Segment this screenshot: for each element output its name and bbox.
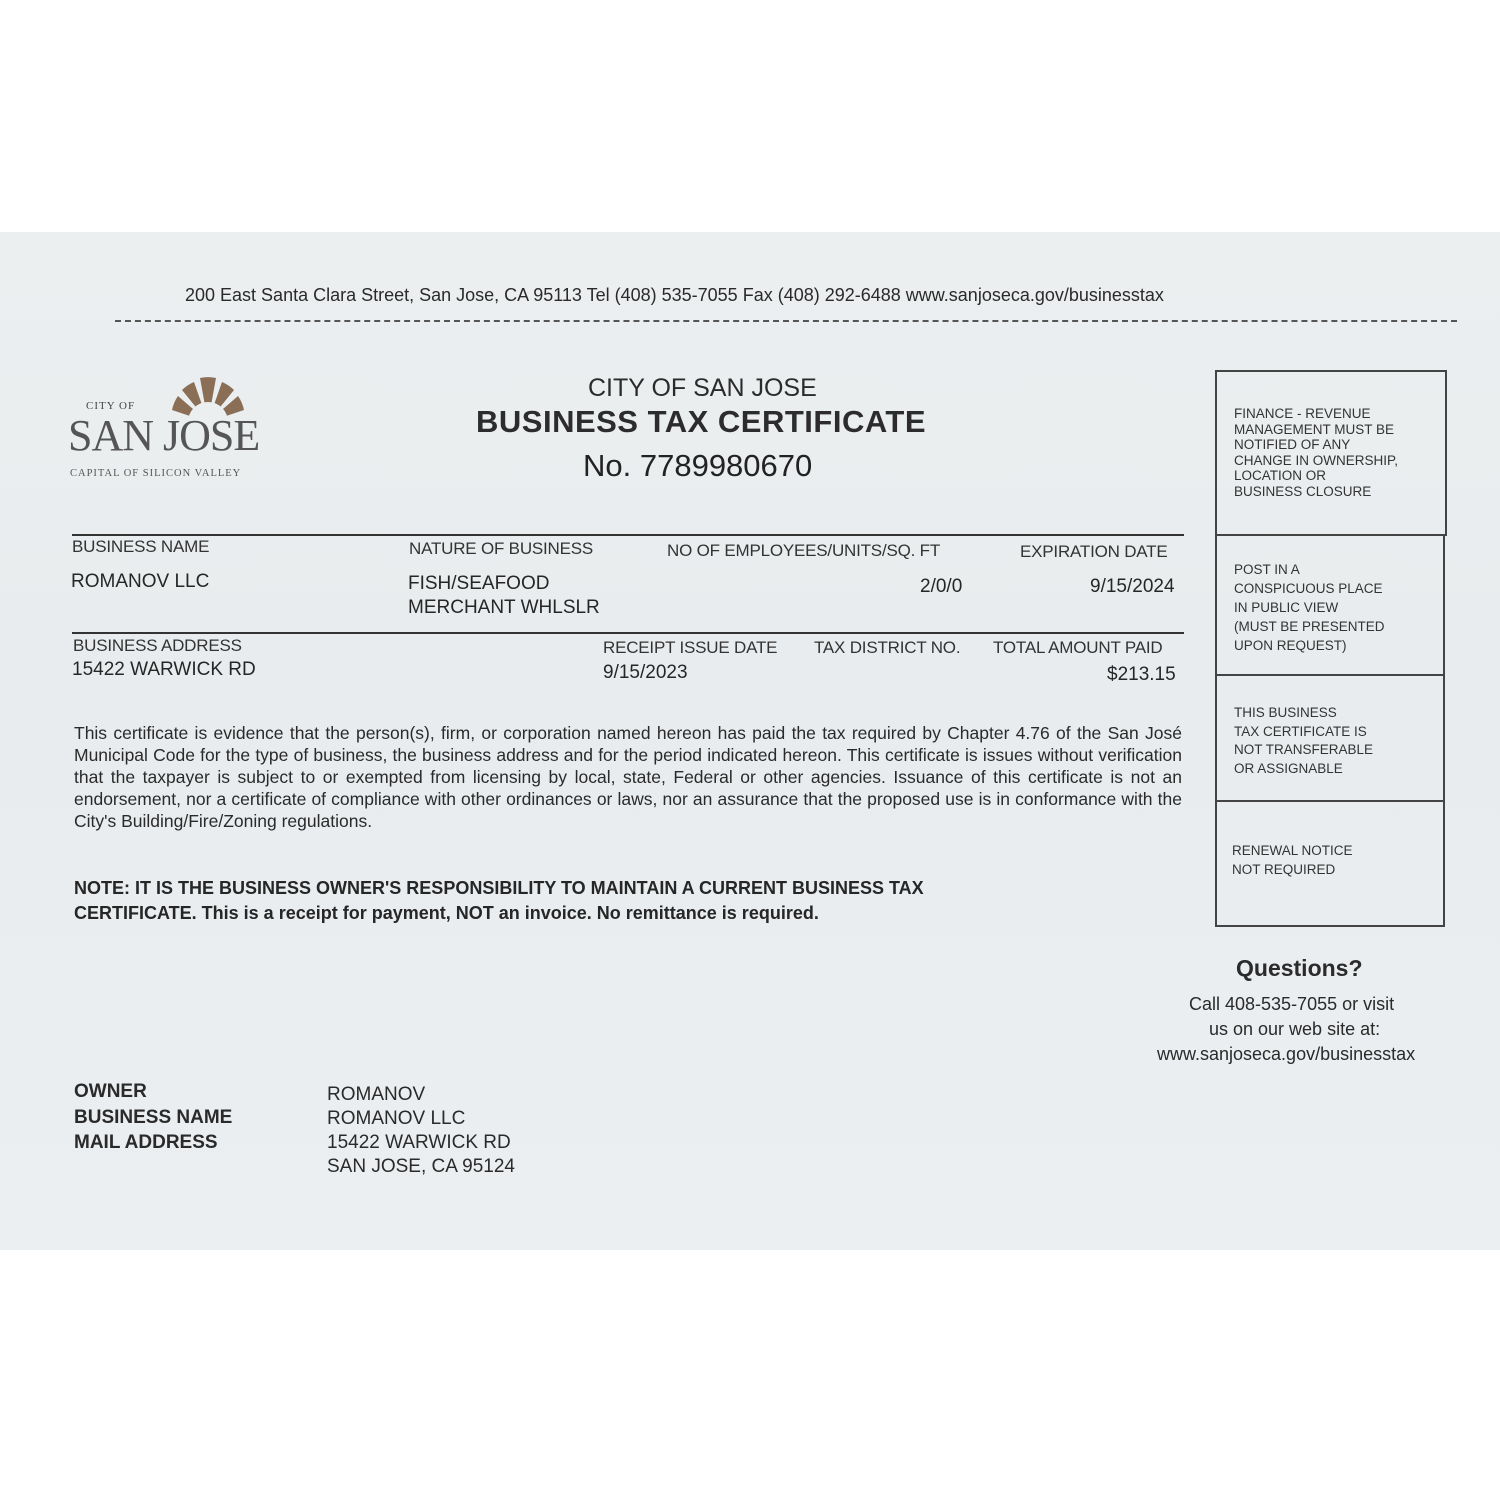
total-label: TOTAL AMOUNT PAID — [993, 638, 1163, 657]
logo-tagline: CAPITAL OF SILICON VALLEY — [70, 468, 242, 479]
owner-value: ROMANOV — [327, 1084, 426, 1105]
dashed-divider — [115, 320, 1457, 322]
certificate-statement: This certificate is evidence that the person(s), firm, or corporation named hereon has paid the tax required by Chapter 4.76 of the San José Municipal Code for the type of business, the business address and for the period indicated hereon. This certificate is issues without verification that the taxpayer is subject to or exempted from licensing by local, state, Federal or other agencies. Issuance of this certificate is not an endorsement, nor a certificate of compliance with other ordinances or laws, nor an assurance that the proposed use is in conformance with the City's Building/Fire/Zoning regulations. — [74, 723, 1182, 831]
owner-label: OWNER — [74, 1081, 147, 1102]
nature-label: NATURE OF BUSINESS — [409, 539, 594, 558]
employees-label: NO OF EMPLOYEES/UNITS/SQ. FT — [667, 541, 941, 560]
mail-address-line1: 15422 WARWICK RD — [327, 1132, 511, 1153]
questions-line2: us on our web site at: — [1209, 1019, 1381, 1039]
mail-address-label: MAIL ADDRESS — [74, 1132, 218, 1153]
sidebox-renewal-text: RENEWAL NOTICE NOT REQUIRED — [1232, 843, 1353, 877]
row2-top-rule — [72, 632, 1184, 634]
logo-name: SAN JOSE — [68, 411, 260, 460]
sidebox-post-text: POST IN A CONSPICUOUS PLACE IN PUBLIC VIEW (MUST BE PRESENTED UPON REQUEST) — [1234, 562, 1385, 653]
receipt-value: 9/15/2023 — [603, 662, 688, 683]
questions-line1: Call 408-535-7055 or visit — [1189, 994, 1395, 1014]
nature-value-line2: MERCHANT WHLSLR — [408, 597, 600, 618]
mail-address-line2: SAN JOSE, CA 95124 — [327, 1156, 515, 1177]
district-label: TAX DISTRICT NO. — [814, 638, 961, 657]
address-label: BUSINESS ADDRESS — [73, 636, 242, 655]
business-name-value: ROMANOV LLC — [71, 571, 210, 592]
certificate-number: No. 7789980670 — [583, 448, 813, 483]
receipt-label: RECEIPT ISSUE DATE — [603, 638, 778, 657]
employees-value: 2/0/0 — [920, 576, 963, 597]
city-name: CITY OF SAN JOSE — [588, 374, 817, 402]
questions-title: Questions? — [1236, 955, 1363, 981]
sidebox-transfer-text: THIS BUSINESS TAX CERTIFICATE IS NOT TRANSFERABLE OR ASSIGNABLE — [1234, 705, 1374, 776]
total-value: $213.15 — [1107, 664, 1176, 685]
row1-top-rule — [72, 534, 1184, 536]
city-logo — [68, 366, 283, 486]
logo-city-of: CITY OF — [86, 400, 136, 412]
nature-value-line1: FISH/SEAFOOD — [408, 573, 550, 594]
owner-note-line2: CERTIFICATE. This is a receipt for payment, NOT an invoice. No remittance is required. — [74, 903, 819, 923]
address-value: 15422 WARWICK RD — [72, 659, 256, 680]
expiration-label: EXPIRATION DATE — [1020, 542, 1168, 561]
business-name-label: BUSINESS NAME — [72, 537, 210, 556]
certificate-title: BUSINESS TAX CERTIFICATE — [476, 404, 927, 439]
questions-url: www.sanjoseca.gov/businesstax — [1157, 1044, 1416, 1064]
contact-line: 200 East Santa Clara Street, San Jose, CA 95113 Tel (408) 535-7055 Fax (408) 292-6488 www.sanjoseca.gov/businesstax — [185, 285, 1164, 305]
mail-business-value: ROMANOV LLC — [327, 1108, 466, 1129]
owner-note-line1: NOTE: IT IS THE BUSINESS OWNER'S RESPONSIBILITY TO MAINTAIN A CURRENT BUSINESS TAX — [74, 878, 924, 898]
expiration-value: 9/15/2024 — [1090, 576, 1175, 597]
owner-note — [74, 876, 1124, 926]
sidebox-notify-text: FINANCE - REVENUE MANAGEMENT MUST BE NOTIFIED OF ANY CHANGE IN OWNERSHIP, LOCATION OR BUSINESS CLOSURE — [1234, 406, 1399, 499]
mail-business-label: BUSINESS NAME — [74, 1107, 233, 1128]
